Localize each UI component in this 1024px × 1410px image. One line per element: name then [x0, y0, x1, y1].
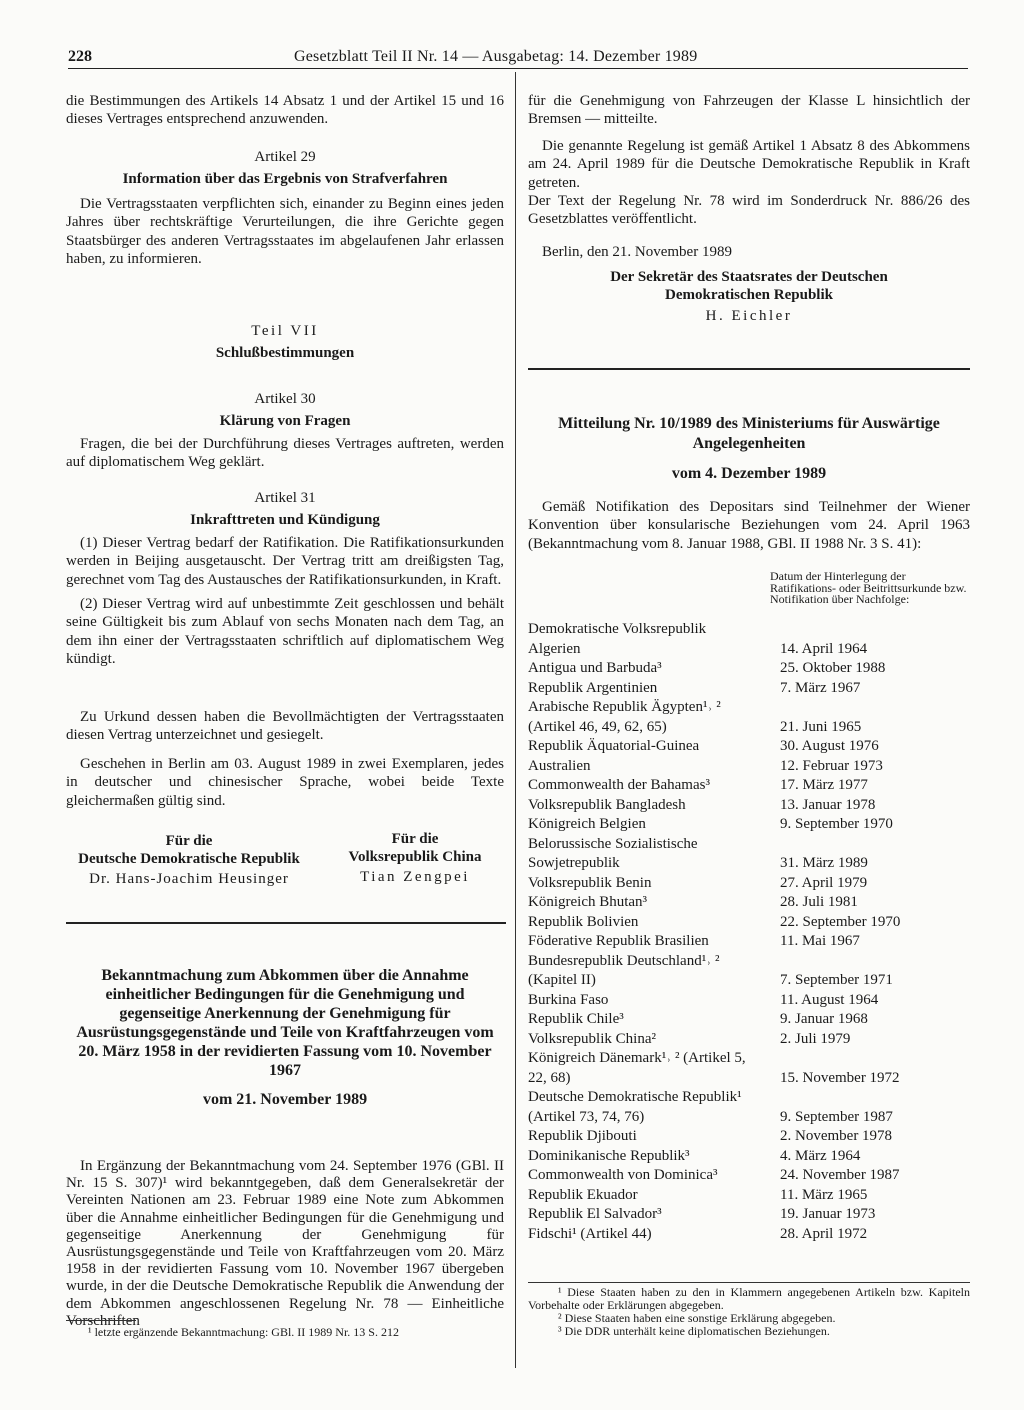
state-name: Republik Djibouti	[528, 1128, 637, 1144]
table-row	[528, 698, 970, 737]
state-name: Königreich Dänemark¹˒ ² (Artikel 5, 22, 68)	[528, 1050, 746, 1086]
deposit-date: 4. März 1964	[780, 1147, 861, 1164]
deposit-date: 7. März 1967	[780, 679, 861, 696]
table-row	[528, 1049, 970, 1088]
footnote-3: ³ Die DDR unterhält keine diplomatischen Beziehungen.	[558, 1324, 830, 1338]
table-row	[528, 913, 970, 933]
table-row	[528, 1225, 970, 1245]
state-name: Föderative Republik Brasilien	[528, 933, 709, 949]
article-29-title: Information über das Ergebnis von Strafverfahren	[122, 171, 448, 188]
state-name: Republik Chile³	[528, 1011, 624, 1027]
mitteilung-body	[528, 498, 970, 553]
mitteilung-text: Gemäß Notifikation des Depositars sind Teilnehmer der Wiener Konvention über konsularische Beziehungen vom 24. April 1963 (Bekanntmachung vom 8. Januar 1988, GBl. II 1988 Nr. 3 S. 41):	[528, 499, 970, 552]
table-row	[528, 679, 970, 699]
signature-china-fuer: Für die	[391, 831, 439, 847]
state-name: Volksrepublik Bangladesh	[528, 796, 686, 813]
table-row	[528, 932, 970, 952]
deposit-date: 9. September 1970	[780, 816, 893, 832]
state-name: Australien	[528, 757, 591, 774]
state-name: Fidschi¹ (Artikel 44)	[528, 1225, 652, 1242]
deposit-date: 11. August 1964	[780, 991, 879, 1008]
table-row	[528, 1166, 970, 1186]
table-row	[528, 1088, 970, 1127]
table-row	[528, 796, 970, 816]
article-30-text: Fragen, die bei der Durchführung dieses Vertrages auftreten, werden auf diplomatischem Weg geklärt.	[66, 435, 504, 471]
table-row	[528, 991, 970, 1011]
deposit-date: 7. September 1971	[780, 972, 893, 988]
table-row	[528, 757, 970, 777]
bekanntmachung-body	[66, 1158, 504, 1330]
right-footnotes	[528, 1286, 970, 1338]
article-29-number: Artikel 29	[254, 149, 316, 165]
state-name: Volksrepublik Benin	[528, 874, 652, 891]
deposit-date: 12. Februar 1973	[780, 757, 883, 774]
urkund-paragraph: Zu Urkund dessen haben die Bevollmächtigten der Vertragsstaaten diesen Vertrag unterzeichnet und gesiegelt.	[66, 709, 504, 744]
state-name: Deutsche Demokratische Republik¹ (Artikel 73, 74, 76)	[528, 1089, 742, 1125]
deposit-date: 13. Januar 1978	[780, 796, 876, 813]
state-name: Dominikanische Republik³	[528, 1147, 690, 1164]
deposit-date: 24. November 1987	[780, 1167, 900, 1183]
table-row	[528, 1127, 970, 1147]
table-row	[528, 659, 970, 679]
closing-clauses	[66, 708, 504, 810]
state-name: Demokratische Volksrepublik Algerien	[528, 621, 707, 657]
state-name: Arabische Republik Ägypten¹˒ ² (Artikel 46, 49, 62, 65)	[528, 699, 721, 735]
continuation-text: für die Genehmigung von Fahrzeugen der Klasse L hinsichtlich der Bremsen — mitteilte.	[528, 93, 970, 128]
table-row	[528, 815, 970, 835]
deposit-date: 15. November 1972	[780, 1069, 900, 1086]
bekanntmachung-text: In Ergänzung der Bekanntmachung vom 24. September 1976 (GBl. II Nr. 15 S. 307)¹ wird bekanntgegeben, daß dem Generalsekretär der Vereinten Nationen am 23. Februar 1989 eine Note zum Abkommen über die Annahme einheitlicher Bedingungen für die Genehmigung und gegenseitige Anerkennung der Genehmigung für Ausrüstungsgegenstände und Teile von Kraftfahrzeugen vom 20. März 1958 in der revidierten Fassung vom 10. November 1967 übergeben wurde, in der die Deutsche Demokratische Republik die Anwendung der dem Abkommen angeschlossenen Regelung Nr. 78 — Einheitliche Vorschriften	[66, 1158, 504, 1329]
article-29	[66, 148, 504, 268]
mitteilung-date: vom 4. Dezember 1989	[671, 465, 827, 482]
table-row	[528, 874, 970, 894]
text78-paragraph: Der Text der Regelung Nr. 78 wird im Sonderdruck Nr. 886/26 des Gesetzblattes veröffentlicht.	[528, 193, 970, 228]
deposit-date: 2. Juli 1979	[780, 1030, 851, 1047]
state-name: Republik Äquatorial-Guinea	[528, 738, 700, 754]
article-30	[66, 390, 504, 472]
table-row	[528, 1010, 970, 1030]
left-intro	[66, 92, 504, 129]
secretary-title: Der Sekretär des Staatsrates der Deutschen Demokratischen Republik	[610, 269, 888, 304]
part-7-title: Schlußbestimmungen	[215, 345, 355, 362]
part-7	[66, 322, 504, 363]
table-row	[528, 1186, 970, 1206]
page-number: 228	[68, 48, 92, 65]
state-name: Volksrepublik China²	[528, 1030, 656, 1047]
state-name: Republik El Salvador³	[528, 1206, 662, 1222]
ratification-table	[528, 620, 970, 1244]
bekanntmachung-title	[66, 966, 504, 1109]
deposit-date: 14. April 1964	[780, 640, 868, 657]
mitteilung-heading: Mitteilung Nr. 10/1989 des Ministeriums für Auswärtige Angelegenheiten	[558, 415, 940, 452]
signature-china	[330, 830, 500, 886]
deposit-date: 19. Januar 1973	[780, 1206, 876, 1222]
place-date: Berlin, den 21. November 1989	[542, 243, 732, 260]
deposit-date: 28. Juli 1981	[780, 894, 858, 910]
signature-gdr	[66, 832, 312, 888]
article-31-number: Artikel 31	[254, 490, 316, 506]
signature-gdr-fuer: Für die	[165, 833, 213, 849]
article-30-title: Klärung von Fragen	[219, 413, 351, 430]
deposit-date: 22. September 1970	[780, 913, 901, 930]
signature-china-name: Tian Zengpei	[360, 869, 470, 885]
intro-paragraph: die Bestimmungen des Artikels 14 Absatz 1 und der Artikel 15 und 16 dieses Vertrages entsprechend anzuwenden.	[66, 93, 504, 128]
column-divider	[515, 72, 516, 1368]
deposit-date: 2. November 1978	[780, 1128, 893, 1144]
header-rule	[68, 68, 968, 69]
part-7-heading: Teil VII	[251, 323, 319, 339]
state-name: Commonwealth von Dominica³	[528, 1167, 718, 1183]
right-footnote-rule	[528, 1282, 970, 1283]
deposit-date: 11. März 1965	[780, 1186, 868, 1203]
deposit-date: 9. September 1987	[780, 1108, 893, 1125]
footnote-2: ² Diese Staaten haben eine sonstige Erklärung abgegeben.	[558, 1311, 836, 1325]
article-31-paragraph-1: (1) Dieser Vertrag bedarf der Ratifikation. Die Ratifikationsurkunden werden in Beijing ausgetauscht. Der Vertrag tritt am dreißigsten Tag, gerechnet vom Tag des Austausches der Ratifikationsurkunden, in Kraft.	[66, 534, 504, 588]
state-name: Bundesrepublik Deutschland¹˒ ² (Kapitel II)	[528, 952, 720, 988]
deposit-date: 11. Mai 1967	[780, 933, 860, 949]
state-name: Königreich Bhutan³	[528, 894, 648, 910]
deposit-date: 28. April 1972	[780, 1225, 868, 1242]
deposit-date: 21. Juni 1965	[780, 718, 862, 735]
state-name: Republik Bolivien	[528, 913, 639, 930]
state-name: Belorussische Sozialistische Sowjetrepublik	[528, 835, 698, 871]
article-31-title: Inkrafttreten und Kündigung	[190, 512, 380, 529]
table-row	[528, 835, 970, 874]
state-name: Burkina Faso	[528, 991, 609, 1008]
deposit-date: 9. Januar 1968	[780, 1011, 868, 1027]
table-row	[528, 737, 970, 757]
state-name: Republik Argentinien	[528, 679, 658, 696]
left-footnote	[66, 1326, 504, 1339]
regelung-paragraph: Die genannte Regelung ist gemäß Artikel 1 Absatz 8 des Abkommens am 24. April 1989 für die Deutsche Demokratische Republik in Kraft getreten.	[528, 137, 970, 191]
table-row	[528, 952, 970, 991]
article-29-text: Die Vertragsstaaten verpflichten sich, einander zu Beginn eines jeden Jahres über rechtskräftige Verurteilungen, die ihre Gerichte gegen Staatsbürger des anderen Vertragsstaates im abgelaufenen Jahr erlassen haben, zu informieren.	[66, 195, 504, 268]
article-31	[66, 489, 504, 669]
table-row	[528, 1205, 970, 1225]
right-signatory	[528, 268, 970, 325]
geschehen-paragraph: Geschehen in Berlin am 03. August 1989 in zwei Exemplaren, jedes in deutscher und chinesischer Sprache, wobei beide Texte gleichermaßen gültig sind.	[66, 755, 504, 809]
bekanntmachung-heading: Bekanntmachung zum Abkommen über die Annahme einheitlicher Bedingungen für die Genehmigung und gegenseitige Anerkennung der Genehmigung für Ausrüstungsgegenstände und Teile von Kraftfahrzeugen vom 20. März 1958 in der revidierten Fassung vom 10. November 1967	[76, 967, 494, 1079]
secretary-name: H. Eichler	[705, 307, 793, 324]
state-name: Antigua und Barbuda³	[528, 660, 662, 676]
signature-china-state: Volksrepublik China	[348, 849, 482, 865]
table-row	[528, 893, 970, 913]
footnote-1: ¹ Diese Staaten haben zu den in Klammern angegebenen Artikeln bzw. Kapiteln Vorbehalte oder Erklärungen abgegeben.	[528, 1285, 970, 1312]
section-rule-left	[66, 922, 506, 924]
article-30-number: Artikel 30	[254, 391, 316, 407]
header-title: Gesetzblatt Teil II Nr. 14 — Ausgabetag: 14. Dezember 1989	[294, 48, 698, 65]
deposit-date: 17. März 1977	[780, 777, 868, 793]
state-name: Republik Ekuador	[528, 1186, 638, 1203]
section-rule-right	[528, 368, 970, 370]
table-row	[528, 620, 970, 659]
state-name: Königreich Belgien	[528, 816, 646, 832]
table-row	[528, 776, 970, 796]
mitteilung-title	[528, 414, 970, 484]
table-row	[528, 1030, 970, 1050]
deposit-date: 31. März 1989	[780, 855, 868, 871]
signature-gdr-state: Deutsche Demokratische Republik	[78, 851, 300, 867]
table-row	[528, 1147, 970, 1167]
state-name: Commonwealth der Bahamas³	[528, 777, 710, 793]
table-column-header: Datum der Hinterlegung der Ratifikations- oder Beitrittsurkunde bzw. Notifikation über Nachfolge:	[770, 569, 967, 606]
signature-gdr-name: Dr. Hans-Joachim Heusinger	[89, 871, 289, 887]
deposit-date: 30. August 1976	[780, 738, 879, 754]
article-31-paragraph-2: (2) Dieser Vertrag wird auf unbestimmte Zeit geschlossen und behält seine Gültigkeit bis zum Ablauf von sechs Monaten nach dem Tag, an dem ihn einer der Vertragsstaaten schriftlich auf diplomatischem Weg kündigt.	[66, 596, 504, 668]
deposit-date: 27. April 1979	[780, 874, 868, 891]
deposit-date: 25. Oktober 1988	[780, 660, 886, 676]
footnote-text: ¹ letzte ergänzende Bekanntmachung: GBl. II 1989 Nr. 13 S. 212	[88, 1325, 399, 1339]
right-continuation	[528, 92, 970, 261]
page-header	[68, 44, 968, 70]
footnote-rule	[66, 1320, 136, 1321]
bekanntmachung-date: vom 21. November 1989	[202, 1091, 368, 1108]
